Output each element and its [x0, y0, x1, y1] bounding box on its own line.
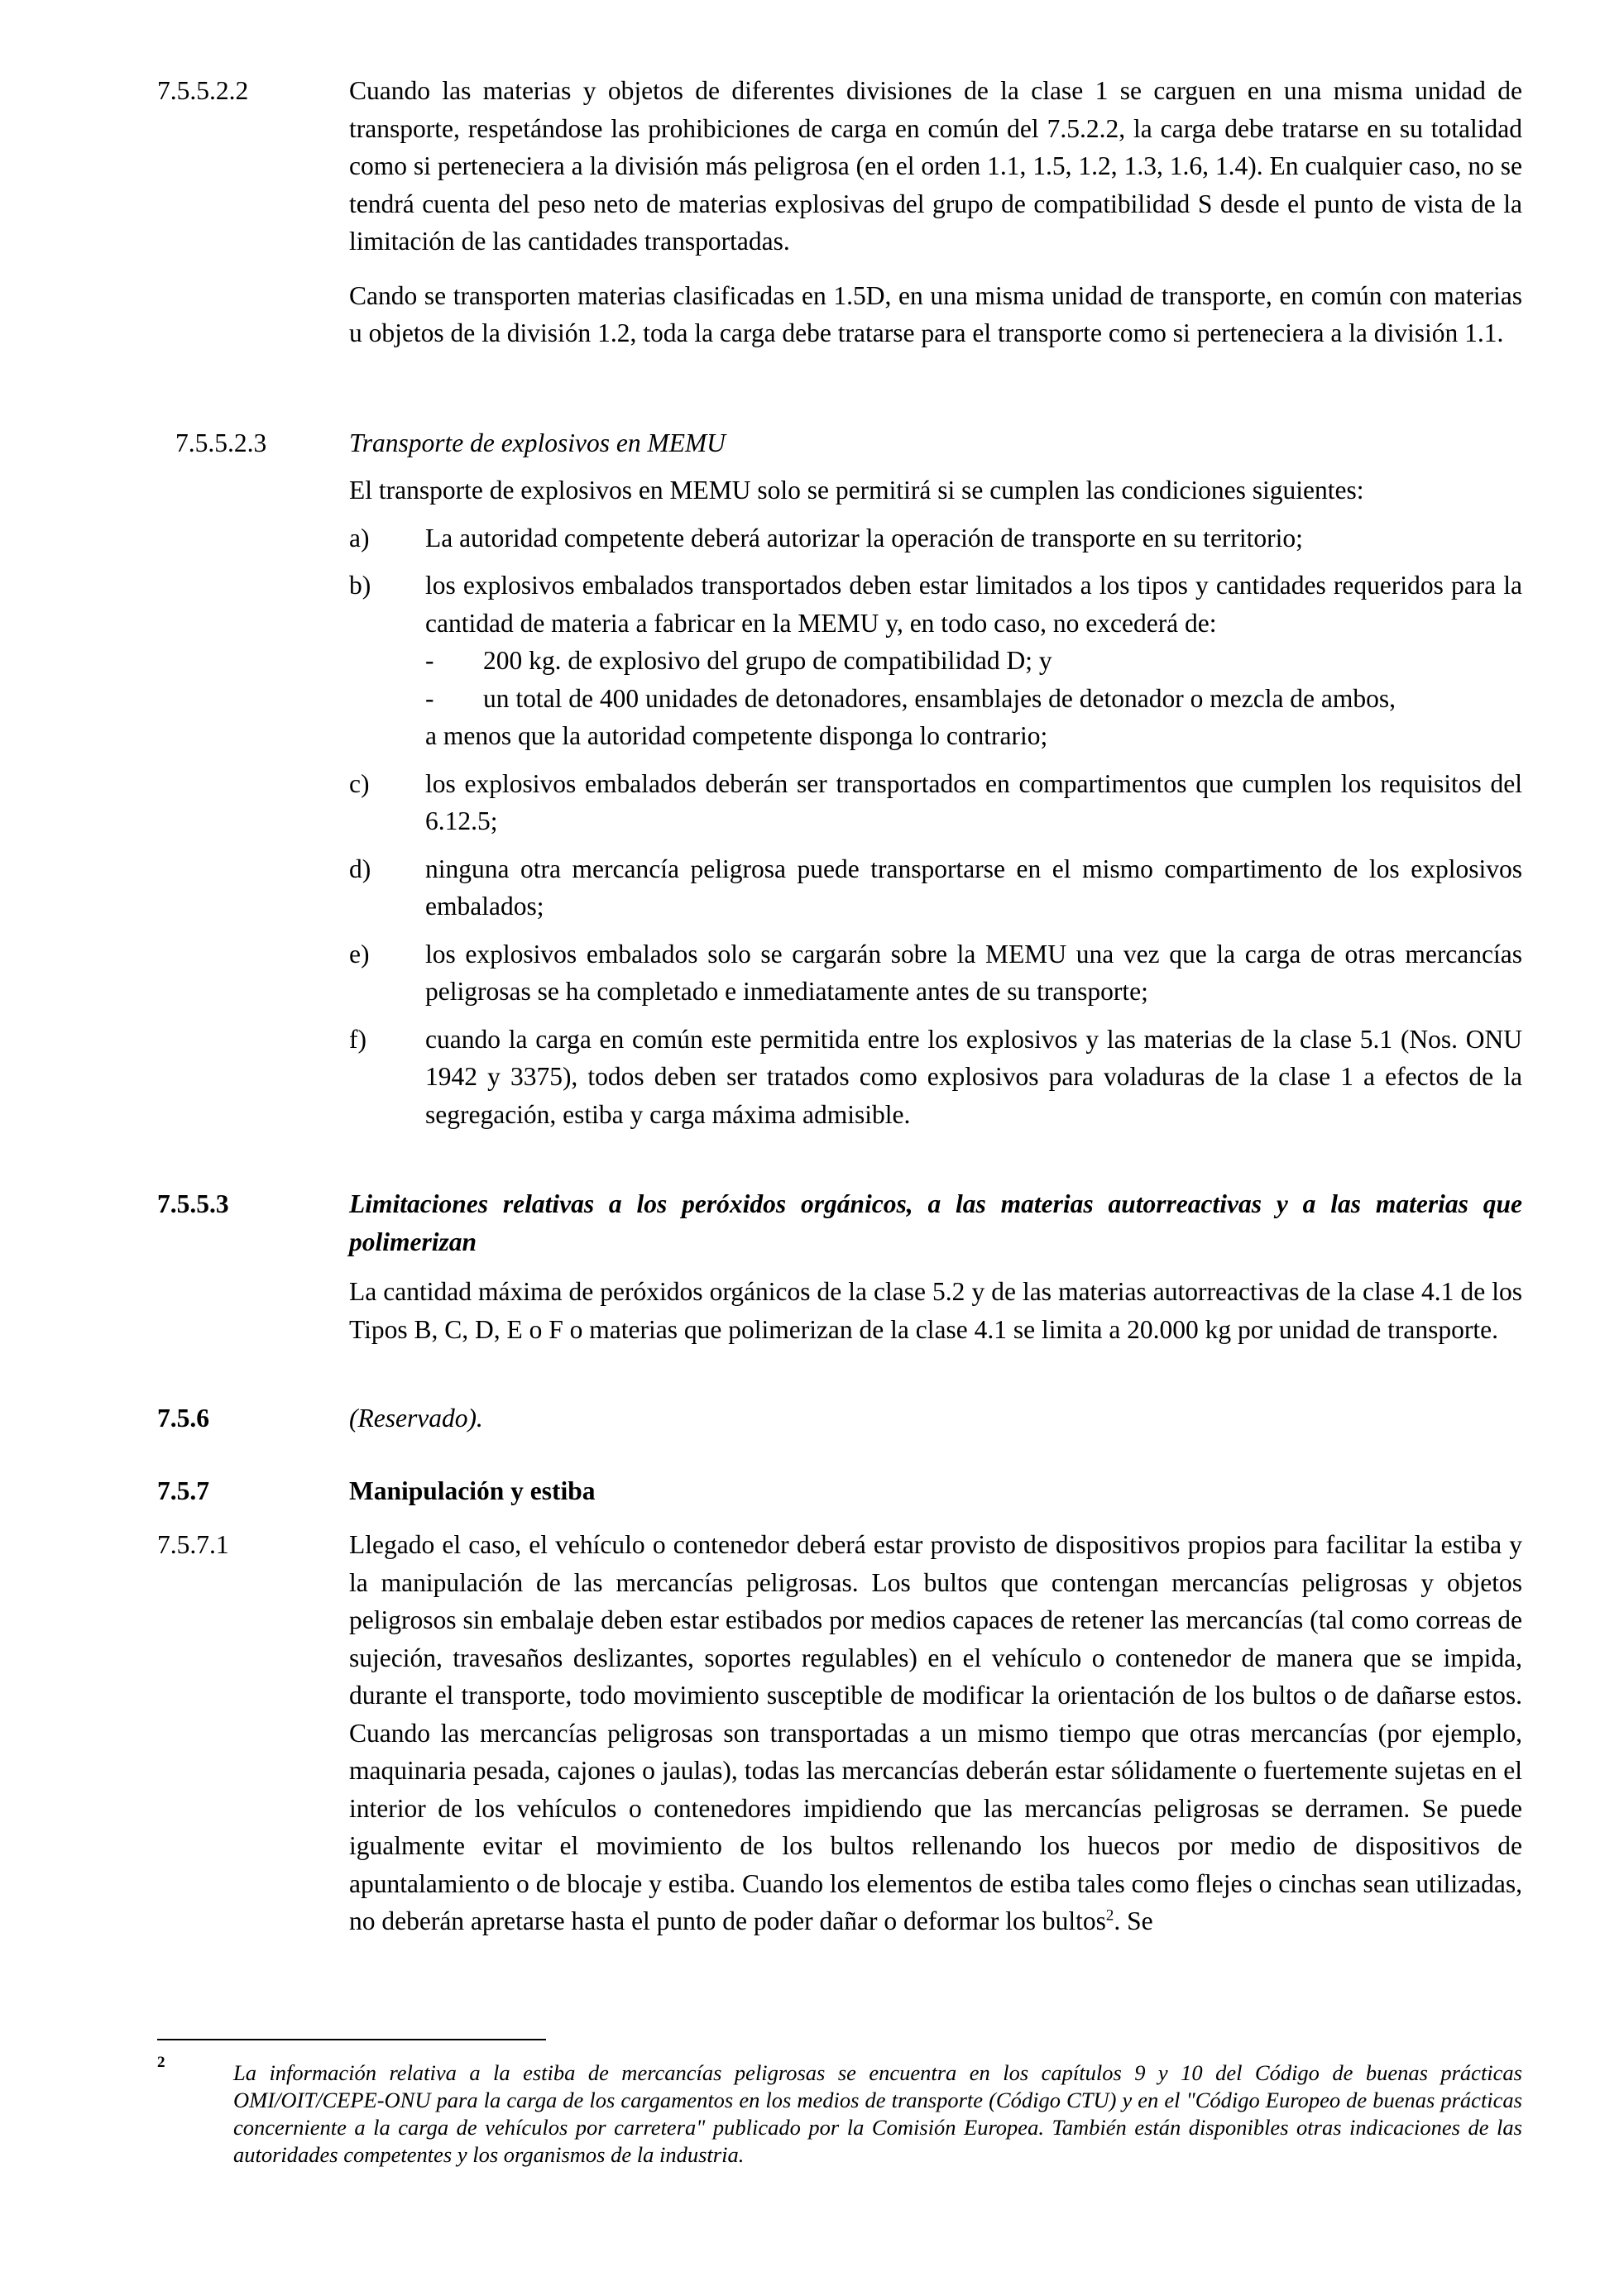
item-text: cuando la carga en común este permitida entre los explosivos y las materias de la clase 5.1 (Nos. ONU 1942 y 3375), todos deben ser tratados como explosivos para voladuras de la clase 1 a efectos de la segregación, estiba y carga máxima admisible.	[425, 1024, 1522, 1129]
footnote-number: 2	[157, 2054, 165, 2071]
item-text: La autoridad competente deberá autorizar la operación de transporte en su territorio;	[425, 523, 1303, 552]
item-label: c)	[349, 768, 370, 798]
section-number: 7.5.7.1	[157, 1530, 229, 1559]
section-body	[349, 72, 1522, 352]
dash-label: -	[425, 646, 434, 675]
section-title: (Reservado).	[349, 1404, 483, 1433]
item-label: f)	[349, 1024, 366, 1054]
list-item	[349, 567, 1522, 755]
list-item	[349, 935, 1522, 1011]
section-number: 7.5.5.2.2	[157, 76, 249, 105]
section-number: 7.5.6	[157, 1404, 209, 1433]
list-item	[349, 1021, 1522, 1134]
section-number: 7.5.5.3	[157, 1189, 229, 1218]
item-label: b)	[349, 571, 371, 600]
list-item	[349, 850, 1522, 926]
paragraph: Cando se transporten materias clasificadas en 1.5D, en una misma unidad de transporte, en común con materias u objetos de la división 1.2, toda la carga debe tratarse para el transporte como si perteneciera a la división 1.1.	[349, 280, 1522, 347]
item-label: d)	[349, 854, 371, 883]
sub-item	[425, 680, 1522, 718]
body-text: Llegado el caso, el vehículo o contenedor deberá estar provisto de dispositivos propios para facilitar la estiba y la manipulación de las mercancías peligrosas. Los bultos que contengan mercancías peligrosas y objetos peligrosos sin embalaje deben estar estibados por medios capaces de retener las mercancías (tal como correas de sujeción, travesaños deslizantes, soportes regulables) en el vehículo o contenedor de manera que se impida, durante el transporte, todo movimiento susceptible de modificar la orientación de los bultos o de dañarse estos. Cuando las mercancías peligrosas son transportadas a un mismo tiempo que otras mercancías (por ejemplo, maquinaria pesada, cajones o jaulas), todas las mercancías deberán estar sólidamente o fuertemente sujetas en el interior de los vehículos o contenedores impidiendo que las mercancías peligrosas se derramen. Se puede igualmente evitar el movimiento de los bultos rellenando los huecos por medio de dispositivos de apuntalamiento o de blocaje y estiba. Cuando los elementos de estiba tales como flejes o cinchas sean utilizadas, no deberán apretarse hasta el punto de poder dañar o deformar los bultos	[349, 1530, 1522, 1935]
sub-item-text: un total de 400 unidades de detonadores, ensamblajes de detonador o mezcla de ambos,	[483, 683, 1396, 713]
section-title: Transporte de explosivos en MEMU	[349, 428, 726, 457]
sub-item	[425, 642, 1522, 680]
list-item	[349, 765, 1522, 840]
item-text: los explosivos embalados deberán ser transportados en compartimentos que cumplen los requisitos del 6.12.5;	[425, 768, 1522, 835]
section-body	[349, 1526, 1522, 1940]
paragraph: Cuando las materias y objetos de diferentes divisiones de la clase 1 se carguen en una misma unidad de transporte, respetándose las prohibiciones de carga en común del 7.5.2.2, la carga debe tratarse en su totalidad como si perteneciera a la división más peligrosa (en el orden 1.1, 1.5, 1.2, 1.3, 1.6, 1.4). En cualquier caso, no se tendrá cuenta del peso neto de materias explosivas del grupo de compatibilidad S desde el punto de vista de la limitación de las cantidades transportadas.	[349, 76, 1522, 256]
intro-text: El transporte de explosivos en MEMU solo se permitirá si se cumplen las condiciones siguientes:	[349, 476, 1364, 505]
item-label: a)	[349, 523, 370, 552]
section-title: Manipulación y estiba	[349, 1476, 596, 1505]
dash-label: -	[425, 683, 434, 713]
list-item	[349, 519, 1522, 557]
section-title: Limitaciones relativas a los peróxidos orgánicos, a las materias autorreactivas y a las materias que polimerizan	[349, 1189, 1522, 1256]
item-tail: a menos que la autoridad competente disponga lo contrario;	[425, 721, 1048, 750]
footnote-divider	[157, 2039, 546, 2040]
item-text: los explosivos embalados transportados deben estar limitados a los tipos y cantidades requeridos para la cantidad de materia a fabricar en la MEMU y, en todo caso, no excederá de:	[425, 571, 1522, 638]
item-label: e)	[349, 939, 370, 969]
section-body	[349, 471, 1522, 1133]
item-text: los explosivos embalados solo se cargarán sobre la MEMU una vez que la carga de otras mercancías peligrosas se ha completado e inmediatamente antes de su transporte;	[425, 939, 1522, 1006]
section-number: 7.5.5.2.3	[175, 428, 267, 457]
footnote-text: La información relativa a la estiba de mercancías peligrosas se encuentra en los capítulos 9 y 10 del Código de buenas prácticas OMI/OIT/CEPE-ONU para la carga de los cargamentos en los medios de transporte (Código CTU) y en el "Código Europeo de buenas prácticas concerniente a la carga de vehículos por carretera" publicado por la Comisión Europea. También están disponibles otras indicaciones de las autoridades competentes y los organismos de la industria.	[233, 2060, 1522, 2167]
footnote-reference[interactable]: 2	[1105, 1906, 1114, 1925]
body-text-end: . Se	[1114, 1906, 1153, 1935]
sub-item-text: 200 kg. de explosivo del grupo de compatibilidad D; y	[483, 646, 1052, 675]
section-body: La cantidad máxima de peróxidos orgánicos de la clase 5.2 y de las materias autorreactivas de la clase 4.1 de los Tipos B, C, D, E o F o materias que polimerizan de la clase 4.1 se limita a 20.000 kg por unidad de transporte.	[349, 1277, 1522, 1344]
item-text: ninguna otra mercancía peligrosa puede transportarse en el mismo compartimento de los explosivos embalados;	[425, 854, 1522, 921]
section-number: 7.5.7	[157, 1476, 209, 1505]
